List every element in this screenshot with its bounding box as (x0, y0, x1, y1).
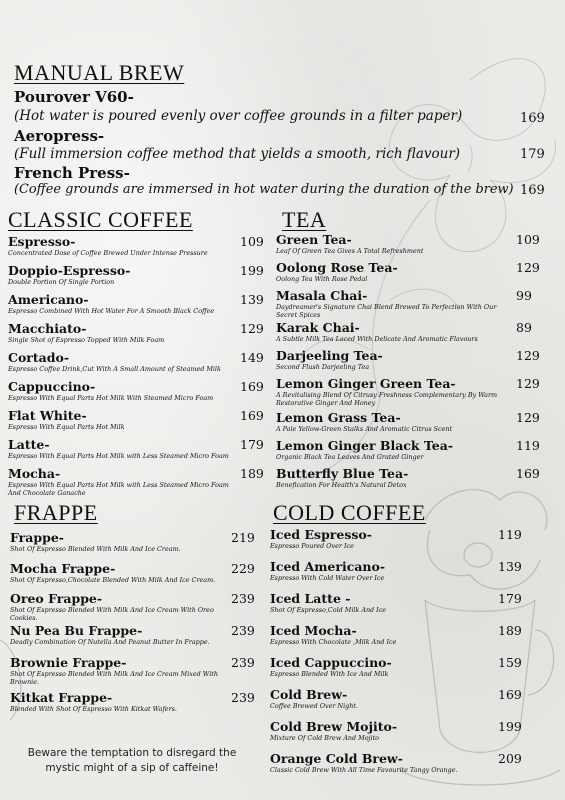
menu-item-price: 149 (240, 350, 264, 365)
menu-item-name: Masala Chai- (276, 288, 368, 303)
menu-item-price: 229 (231, 561, 255, 576)
menu-item-price: 179 (498, 591, 522, 606)
menu-item-name: Cold Brew- (270, 687, 348, 702)
menu-item-price: 139 (240, 292, 264, 307)
menu-item (10, 690, 255, 713)
menu-item (276, 260, 540, 283)
menu-item-description: Shot Of Espresso,Chocolate Blended With Milk And Ice Cream. (10, 576, 216, 584)
menu-item-name: Kitkat Frappe- (10, 690, 113, 705)
menu-item-price: 239 (231, 655, 255, 670)
menu-item-description: Espresso Blended With Ice And Milk (270, 670, 389, 678)
menu-item-description: Organic Black Tea Leaves And Grated Ginger (276, 453, 424, 461)
menu-item-price: 169 (520, 183, 545, 198)
menu-item-description: (Hot water is poured evenly over coffee grounds in a filter paper) (14, 108, 463, 124)
menu-item-description: Single Shot of Espresso Topped With Milk Foam (8, 336, 165, 344)
menu-item (270, 687, 522, 710)
menu-item-price: 239 (231, 623, 255, 638)
menu-item (276, 348, 540, 371)
menu-item-name: Orange Cold Brew- (270, 751, 403, 766)
menu-item-description: A Pale Yellow-Green Stalks And Aromatic Citrus Scent (276, 425, 453, 433)
frappe-list (10, 530, 255, 730)
menu-item (270, 751, 522, 774)
menu-item-description: Concentrated Dose of Coffee Brewed Under Intense Pressure (8, 249, 208, 257)
menu-item-price: 109 (240, 234, 264, 249)
menu-item-name: Darjeeling Tea- (276, 348, 383, 363)
menu-item-name: Iced Espresso- (270, 527, 372, 542)
tea-list (276, 232, 539, 502)
menu-item (270, 655, 522, 678)
menu-item-name: Pourover V60- (14, 88, 134, 106)
menu-item (8, 321, 264, 344)
menu-item-name: Flat White- (8, 408, 87, 423)
menu-item-description: Shot Of Espresso Blended With Milk And Ice Cream. (10, 545, 181, 553)
menu-item (10, 591, 255, 622)
menu-item (8, 408, 264, 431)
menu-item (8, 350, 264, 373)
menu-item-name: Frappe- (10, 530, 64, 545)
menu-item-price: 189 (498, 623, 522, 638)
menu-item-name: Karak Chai- (276, 320, 360, 335)
menu-item (8, 437, 264, 460)
footer-line: Beware the temptation to disregard the (27, 747, 237, 759)
menu-item-price: 179 (520, 147, 545, 162)
menu-item-description: Espresso With Equal Parts Hot Milk (8, 423, 125, 431)
menu-item-description: Mixture Of Cold Brew And Mojito (270, 734, 380, 742)
menu-item-price: 159 (498, 655, 522, 670)
menu-item-price: 169 (498, 687, 522, 702)
menu-item-name: Iced Latte - (270, 591, 351, 606)
menu-item-price: 179 (240, 437, 264, 452)
menu-item-price: 99 (516, 288, 532, 303)
menu-item-price: 169 (240, 379, 264, 394)
menu-item-description: Espresso With Equal Parts Hot Milk with Less Steamed Micro Foam And Chocolate Ganache (8, 481, 229, 497)
menu-item-name: Latte- (8, 437, 50, 452)
menu-item-name: Cortado- (8, 350, 70, 365)
menu-item-name: Green Tea- (276, 232, 352, 247)
menu-item-name: Nu Pea Bu Frappe- (10, 623, 143, 638)
menu-item (10, 530, 255, 553)
menu-item-description: Deadly Combination Of Nutella And Peanut Butter In Frappe. (10, 638, 210, 646)
cold-coffee-heading: COLD COFFEE (273, 500, 426, 525)
classic-coffee-heading: CLASSIC COFFEE (8, 207, 193, 232)
menu-item-price: 169 (516, 466, 540, 481)
menu-item-description: Double Portion Of Single Portion (8, 278, 115, 286)
menu-item-name: Mocha- (8, 466, 61, 481)
menu-item-price: 129 (516, 410, 540, 425)
menu-item-name: Cappuccino- (8, 379, 96, 394)
menu-item (276, 288, 532, 319)
menu-item-description: Shot Of Espresso Blended With Milk And Ice Cream With Oreo Cookies. (10, 606, 214, 622)
menu-item-name: Lemon Ginger Black Tea- (276, 438, 454, 453)
footer-tagline (12, 746, 252, 776)
cold-coffee-list (270, 527, 528, 787)
menu-item-description: Leaf Of Green Tea Gives A Total Refreshment (276, 247, 424, 255)
menu-item-description: (Coffee grounds are immersed in hot water during the duration of the brew) (14, 182, 514, 197)
menu-item-description: Benefication For Health's Natural Detox (276, 481, 407, 489)
menu-item (276, 320, 532, 343)
menu-item-price: 199 (240, 263, 264, 278)
menu-item-price: 169 (520, 111, 545, 126)
menu-item-name: Iced Cappuccino- (270, 655, 392, 670)
menu-item-description: Coffee Brewed Over Night. (270, 702, 358, 710)
menu-item-description: Shot Of Espresso,Cold Milk And Ice (270, 606, 387, 614)
menu-item (276, 410, 540, 433)
manual-brew-heading: MANUAL BREW (14, 60, 185, 85)
menu-item-price: 129 (240, 321, 264, 336)
menu-item-price: 219 (231, 530, 255, 545)
frappe-heading: FRAPPE (14, 500, 98, 525)
menu-item-name: Cold Brew Mojito- (270, 719, 398, 734)
menu-item-description: Second Flush Darjeeling Tea (276, 363, 370, 371)
menu-item (10, 655, 255, 686)
menu-item (10, 561, 255, 584)
menu-item-description: Espresso Poured Over Ice (270, 542, 354, 550)
menu-item-price: 129 (516, 260, 540, 275)
menu-item-description: (Full immersion coffee method that yields a smooth, rich flavour) (14, 146, 461, 162)
menu-item (276, 466, 540, 489)
menu-item-name: Macchiato- (8, 321, 87, 336)
menu-item-name: Iced Mocha- (270, 623, 357, 638)
menu-item-description: Espresso With Chocolate ,Milk And Ice (270, 638, 397, 646)
menu-item-name: Oolong Rose Tea- (276, 260, 398, 275)
menu-item-description: Oolong Tea With Rose Pedal (276, 275, 368, 283)
menu-item-price: 209 (498, 751, 522, 766)
menu-item-price: 129 (516, 376, 540, 391)
menu-item-description: A Revitalising Blend Of Citrusy Freshness Complementary By Warm Restorative Ginger And Honey (276, 391, 498, 407)
menu-item-name: Brownie Frappe- (10, 655, 127, 670)
menu-item (8, 466, 264, 497)
menu-item (270, 591, 522, 614)
menu-item (270, 559, 522, 582)
menu-item-name: Espresso- (8, 234, 76, 249)
menu-item (276, 232, 540, 255)
menu-item (270, 719, 522, 742)
menu-item (270, 623, 522, 646)
menu-item-name: Mocha Frappe- (10, 561, 116, 576)
menu-item-price: 239 (231, 591, 255, 606)
menu-item-description: Shot Of Espresso Blended With Milk And Ice Cream Mixed With Brownie. (10, 670, 218, 686)
menu-item-name: Doppio-Espresso- (8, 263, 131, 278)
menu-item (10, 623, 255, 646)
menu-item-price: 199 (498, 719, 522, 734)
menu-item-price: 119 (516, 438, 540, 453)
menu-item-description: Espresso Combined With Hot Water For A Smooth Black Coffee (8, 307, 215, 315)
menu-item-price: 119 (498, 527, 522, 542)
menu-item-description: Espresso With Equal Parts Hot Milk With Steamed Micro Foam (8, 394, 214, 402)
menu-item (276, 438, 540, 461)
tea-heading: TEA (282, 207, 327, 232)
classic-coffee-list (8, 234, 263, 504)
menu-item-name: Americano- (8, 292, 89, 307)
menu-item (270, 527, 522, 550)
menu-item-price: 169 (240, 408, 264, 423)
menu-item-name: French Press- (14, 164, 130, 182)
menu-item-price: 109 (516, 232, 540, 247)
menu-item-price: 139 (498, 559, 522, 574)
menu-item (8, 263, 264, 286)
menu-item-price: 189 (240, 466, 264, 481)
menu-item-name: Aeropress- (14, 127, 105, 145)
footer-line: mystic might of a sip of caffeine! (45, 762, 219, 774)
menu-item-name: Oreo Frappe- (10, 591, 103, 606)
menu-item-price: 239 (231, 690, 255, 705)
menu-item-price: 89 (516, 320, 532, 335)
menu-item-price: 129 (516, 348, 540, 363)
menu-item (8, 379, 264, 402)
menu-item (8, 234, 264, 257)
menu-item-description: Daydreamer's Signature Chai Blend Brewed To Perfection With Our Secret Spices (276, 303, 497, 319)
menu-item-description: A Subtle Milk Tea Laced With Delicate And Aromatic Flavours (276, 335, 478, 343)
menu-item-name: Lemon Ginger Green Tea- (276, 376, 456, 391)
menu-item-description: Espresso Coffee Drink,Cut With A Small Amount of Steamed Milk (8, 365, 221, 373)
menu-item (276, 376, 540, 407)
menu-item-description: Espresso With Cold Water Over Ice (270, 574, 385, 582)
menu-item-name: Lemon Grass Tea- (276, 410, 401, 425)
menu-item-description: Blended With Shot Of Espresso With Kitkat Wafers. (10, 705, 177, 713)
menu-item-name: Butterfly Blue Tea- (276, 466, 409, 481)
menu-item (8, 292, 264, 315)
menu-item-name: Iced Americano- (270, 559, 386, 574)
menu-item-description: Espresso With Equal Parts Hot Milk with Less Steamed Micro Foam (8, 452, 229, 460)
menu-item-description: Classic Cold Brew With All Time Favourite Tangy Orange. (270, 766, 458, 774)
